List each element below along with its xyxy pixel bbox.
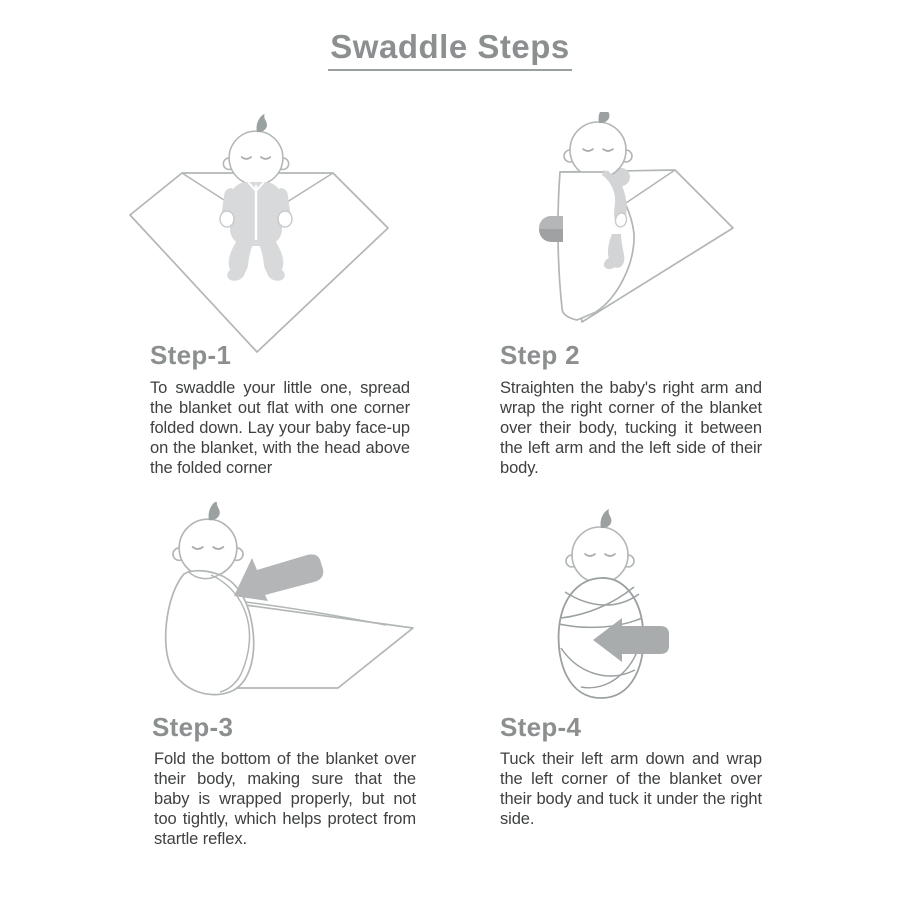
step1-illustration [126,112,392,356]
fold-direction-arrow-icon [234,554,323,601]
step2-description: Straighten the baby's right arm and wrap the right corner of the blanket over their body, tucking it between the left arm and the left side of their body. [500,379,762,477]
tuck-tab-icon [539,216,563,242]
step2-heading: Step 2 [500,340,580,370]
page-title-text: Swaddle Steps [328,28,571,71]
step3-illustration [148,502,450,704]
baby-head-icon [173,502,243,577]
step4-heading: Step-4 [500,712,582,742]
step4-description: Tuck their left arm down and wrap the left corner of the blanket over their body and tuck it under the right side. [500,750,762,828]
step1-heading: Step-1 [150,340,232,370]
step4-illustration [535,500,745,705]
step3-description: Fold the bottom of the blanket over their body, making sure that the baby is wrapped properly, but not too tightly, which helps protect from startle reflex. [154,750,416,848]
step3-heading: Step-3 [152,712,234,742]
page-title [0,28,900,71]
step2-illustration [500,112,740,344]
step1-description: To swaddle your little one, spread the blanket out flat with one corner folded down. Lay your baby face-up on the blanket, with the head above the folded corner [150,379,410,477]
baby-head-icon [566,509,634,583]
